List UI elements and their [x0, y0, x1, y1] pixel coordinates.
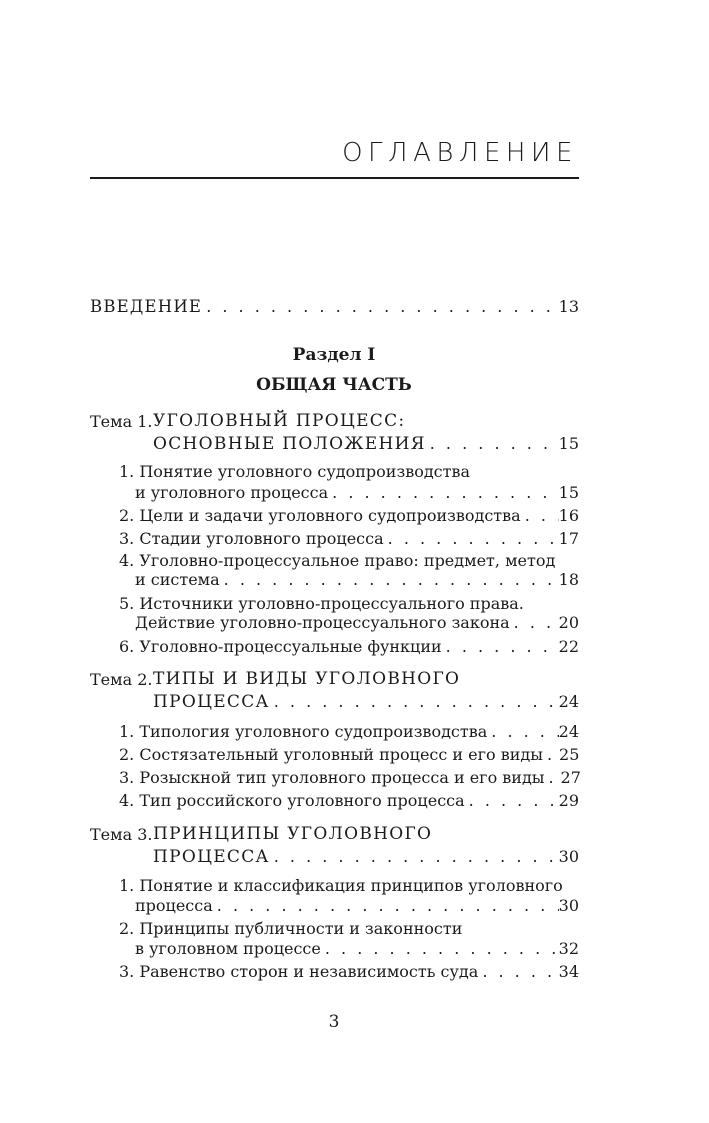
dot-leader	[426, 434, 559, 453]
toc-entry-topic[interactable]	[153, 434, 579, 454]
toc-item[interactable]	[119, 745, 579, 764]
toc-item-text: 4. Тип российского уголовного процесса	[119, 791, 465, 810]
topic-title: ПРОЦЕССА	[153, 692, 270, 712]
dot-leader	[465, 791, 559, 810]
toc-item[interactable]	[119, 506, 579, 525]
dot-leader	[384, 529, 559, 548]
topic-title: ПРОЦЕССА	[153, 847, 270, 867]
toc-item[interactable]	[135, 896, 579, 915]
toc-entry-topic[interactable]	[153, 847, 579, 867]
toc-item-text: в уголовном процессе	[135, 939, 321, 958]
toc-heading: ОГЛАВЛЕНИЕ	[342, 138, 578, 168]
heading-rule	[90, 177, 579, 179]
page-number: 3	[328, 1012, 340, 1032]
toc-page-number: 25	[559, 745, 580, 764]
toc-page-number: 13	[558, 297, 579, 316]
toc-page-number: 15	[558, 434, 579, 453]
dot-leader	[510, 613, 559, 632]
toc-item-line[interactable]: 2. Принципы публичности и законности	[119, 919, 463, 938]
dot-leader	[478, 962, 558, 981]
toc-item[interactable]	[135, 570, 579, 589]
dot-leader	[328, 483, 559, 502]
topic-title[interactable]: ТИПЫ И ВИДЫ УГОЛОВНОГО	[153, 669, 461, 689]
dot-leader	[220, 570, 559, 589]
section-label: Раздел I	[292, 345, 376, 365]
toc-item[interactable]	[135, 613, 579, 632]
topic-title: ОСНОВНЫЕ ПОЛОЖЕНИЯ	[153, 434, 426, 454]
toc-page-number: 18	[558, 570, 579, 589]
toc-entry-intro[interactable]	[90, 297, 579, 316]
toc-page-number: 30	[558, 847, 579, 866]
topic-label: Тема 3.	[90, 825, 153, 844]
toc-item-text: и система	[135, 570, 220, 589]
dot-leader	[270, 692, 559, 711]
toc-item[interactable]	[119, 637, 579, 656]
toc-page-number: 34	[558, 962, 579, 981]
toc-page-number: 32	[558, 939, 579, 958]
dot-leader	[487, 722, 558, 741]
toc-item-text: 3. Розыскной тип уголовного процесса и его виды	[119, 768, 545, 787]
dot-leader	[543, 745, 559, 764]
toc-item-text: 1. Типология уголовного судопроизводства	[119, 722, 488, 741]
toc-item-line[interactable]: 4. Уголовно-процессуальное право: предмет, метод	[119, 551, 556, 570]
toc-item[interactable]	[119, 529, 579, 548]
toc-item-text: 3. Стадии уголовного процесса	[119, 529, 384, 548]
toc-page-number: 29	[558, 791, 579, 810]
toc-item-text: 2. Цели и задачи уголовного судопроизводства	[119, 506, 521, 525]
toc-entry-label: ВВЕДЕНИЕ	[90, 297, 203, 316]
toc-item-line[interactable]: 1. Понятие и классификация принципов уголовного	[119, 876, 563, 895]
dot-leader	[321, 939, 559, 958]
topic-label: Тема 1.	[90, 412, 153, 431]
topic-label: Тема 2.	[90, 670, 153, 689]
toc-item[interactable]	[119, 791, 579, 810]
toc-item-text: 2. Состязательный уголовный процесс и его виды	[119, 745, 544, 764]
toc-item-text: процесса	[135, 896, 213, 915]
dot-leader	[202, 297, 558, 316]
toc-entry-topic[interactable]	[153, 692, 579, 712]
toc-item-text: 6. Уголовно-процессуальные функции	[119, 637, 442, 656]
toc-item-line[interactable]: 1. Понятие уголовного судопроизводства	[119, 462, 471, 481]
dot-leader	[213, 896, 559, 915]
toc-item[interactable]	[119, 722, 579, 741]
toc-page-number: 30	[558, 896, 579, 915]
dot-leader	[521, 506, 559, 525]
toc-item[interactable]	[119, 962, 579, 981]
toc-page-number: 20	[558, 613, 579, 632]
section-title: ОБЩАЯ ЧАСТЬ	[256, 375, 412, 395]
toc-item[interactable]	[135, 939, 579, 958]
toc-item-text: Действие уголовно-процессуального закона	[135, 613, 510, 632]
topic-title[interactable]: УГОЛОВНЫЙ ПРОЦЕСС:	[153, 411, 406, 431]
toc-item[interactable]	[135, 483, 579, 502]
toc-page-number: 24	[558, 692, 579, 711]
toc-item-line[interactable]: 5. Источники уголовно-процессуального права.	[119, 594, 524, 613]
toc-page-number: 27	[560, 768, 581, 787]
topic-title[interactable]: ПРИНЦИПЫ УГОЛОВНОГО	[153, 824, 433, 844]
toc-item[interactable]	[119, 768, 579, 787]
dot-leader	[545, 768, 561, 787]
dot-leader	[442, 637, 559, 656]
toc-page-number: 16	[558, 506, 579, 525]
toc-item-text: и уголовного процесса	[135, 483, 329, 502]
toc-page-number: 15	[558, 483, 579, 502]
dot-leader	[270, 847, 559, 866]
toc-item-text: 3. Равенство сторон и независимость суда	[119, 962, 479, 981]
toc-page-number: 22	[558, 637, 579, 656]
toc-page-number: 17	[558, 529, 579, 548]
toc-page-number: 24	[558, 722, 579, 741]
